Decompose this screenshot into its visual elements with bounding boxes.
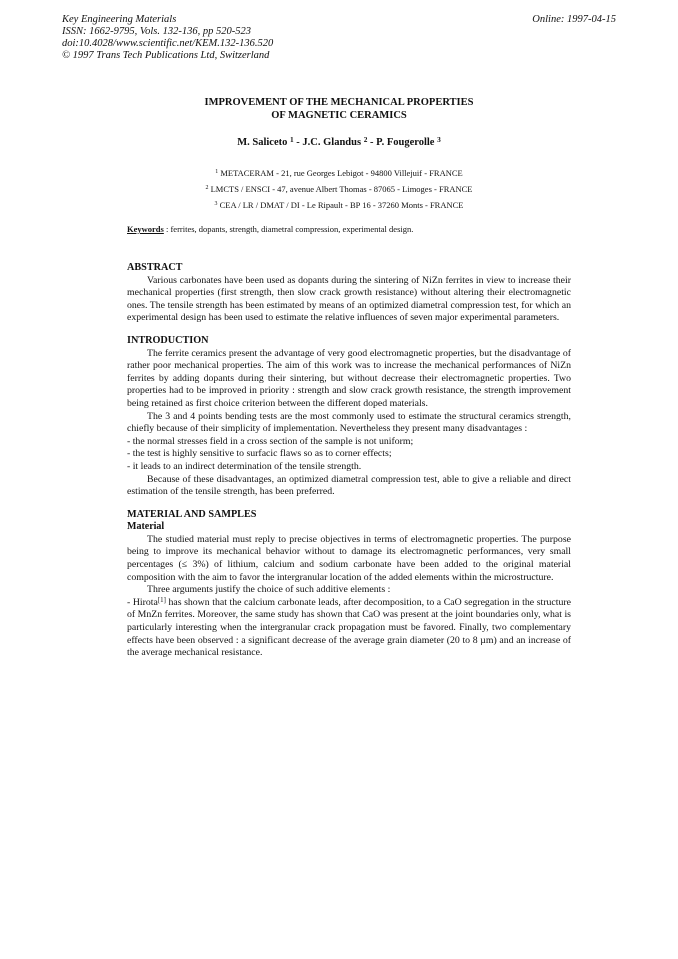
abstract-text: Various carbonates have been used as dopants during the sintering of NiZn ferrites in view to increase their mechanical properties (first strength, then slow crack growth resistance) without altering their electromagnetic ones. The tensile strength has been estimated by means of an optimized diametral compression test, for which an experimental design has been used to estimate the relative influences of seven major experimental parameters. [127,274,571,324]
affil-number: 1 [215,169,219,175]
list-item: - the test is highly sensitive to surfacic flaws so as to corner effects; [127,448,392,460]
page-header [62,14,616,62]
affil-text: LMCTS / ENSCI - 47, avenue Albert Thomas - 87065 - Limoges - FRANCE [210,184,473,194]
author-name: J.C. Glandus [302,137,362,148]
journal-name: Key Engineering Materials [62,14,177,25]
materials-heading: MATERIAL AND SAMPLES [127,508,257,520]
keywords-line [127,224,413,234]
intro-paragraph-2: The 3 and 4 points bending tests are the most commonly used to estimate the structural ceramics strength, chiefly because of their simplicity of implementation. Nevertheless they present many disadvantages : [127,410,571,435]
author-list [0,137,678,148]
author-affil-number: 3 [437,135,441,144]
paper-title [0,97,678,122]
material-paragraph-1: The studied material must reply to precise objectives in terms of electromagnetic properties. The purpose being to improve its mechanical behavior without to damage its electromagnetic performances, very small percentages (≤ 3%) of lithium, calcium and sodium carbonate have been added to the original material composition with the aim to favor the intergranular location of the added elements within the microstructure. [127,533,571,583]
keywords-separator: : [163,224,171,234]
intro-paragraph-1: The ferrite ceramics present the advantage of very good electromagnetic properties, but the disadvantage of rather poor mechanical properties. The aim of this work was to increase the mechanical performances of NiZn ferrites by adding dopants during their sintering, but without decrease their electromagnetic properties. Two properties had to be improved in priority : strength and slow crack growth resistance, the strength improvement being retained as first choice criterion between the different doped materials. [127,347,571,409]
author-affil-number: 1 [290,135,294,144]
affil-number: 2 [205,185,209,191]
list-item: - the normal stresses field in a cross section of the sample is not uniform; [127,435,414,447]
affil-text: CEA / LR / DMAT / DI - Le Ripault - BP 16 - 37260 Monts - FRANCE [219,200,464,210]
author-separator: - [293,137,303,148]
author-name: M. Saliceto [237,137,288,148]
hirota-text: - Hirota [127,596,158,608]
author-name: P. Fougerolle [376,137,435,148]
list-item: - it leads to an indirect determination of the tensile strength. [127,460,362,472]
affil-text: METACERAM - 21, rue Georges Lebigot - 94800 Villejuif - FRANCE [220,168,463,178]
abstract-heading: ABSTRACT [127,262,183,273]
author-affil-number: 2 [363,135,368,144]
affil-number: 3 [214,201,218,207]
material-paragraph-3 [127,597,571,660]
online-date: Online: 1997-04-15 [532,14,616,25]
material-subheading: Material [127,521,165,533]
keywords-label: Keywords [127,224,164,234]
copyright-line: © 1997 Trans Tech Publications Ltd, Switzerland [62,50,270,61]
title-line-2: OF MAGNETIC CERAMICS [271,109,407,121]
paper-body [127,262,571,660]
title-line-1: IMPROVEMENT OF THE MECHANICAL PROPERTIES [204,97,474,108]
affiliation-list [0,165,678,213]
introduction-heading: INTRODUCTION [127,334,209,346]
keywords-text: ferrites, dopants, strength, diametral compression, experimental design. [170,224,414,234]
affiliation [0,197,678,213]
issn-line: ISSN: 1662-9795, Vols. 132-136, pp 520-523 [62,26,251,37]
material-paragraph-3-text: has shown that the calcium carbonate leads, after decomposition, to a CaO segregation in the structure of MnZn ferrites. Moreover, the same study has shown that CaO was present at the joint boundaries only, what is particularly interesting when the intergranular crack propagation must be favored. Finally, two complementary effects have been observed : a significant decrease of the average grain diameter (20 to 8 µm) and an increase of the average mechanical resistance. [127,596,571,659]
reference-marker: [1] [157,596,166,604]
affiliation [0,181,678,197]
author-separator: - [367,137,377,148]
doi-line: doi:10.4028/www.scientific.net/KEM.132-136.520 [62,38,274,49]
material-paragraph-2: Three arguments justify the choice of such additive elements : [147,584,391,596]
intro-paragraph-3: Because of these disadvantages, an optimized diametral compression test, able to give a reliable and direct estimation of the tensile strength, has been preferred. [127,473,571,498]
affiliation [0,165,678,181]
